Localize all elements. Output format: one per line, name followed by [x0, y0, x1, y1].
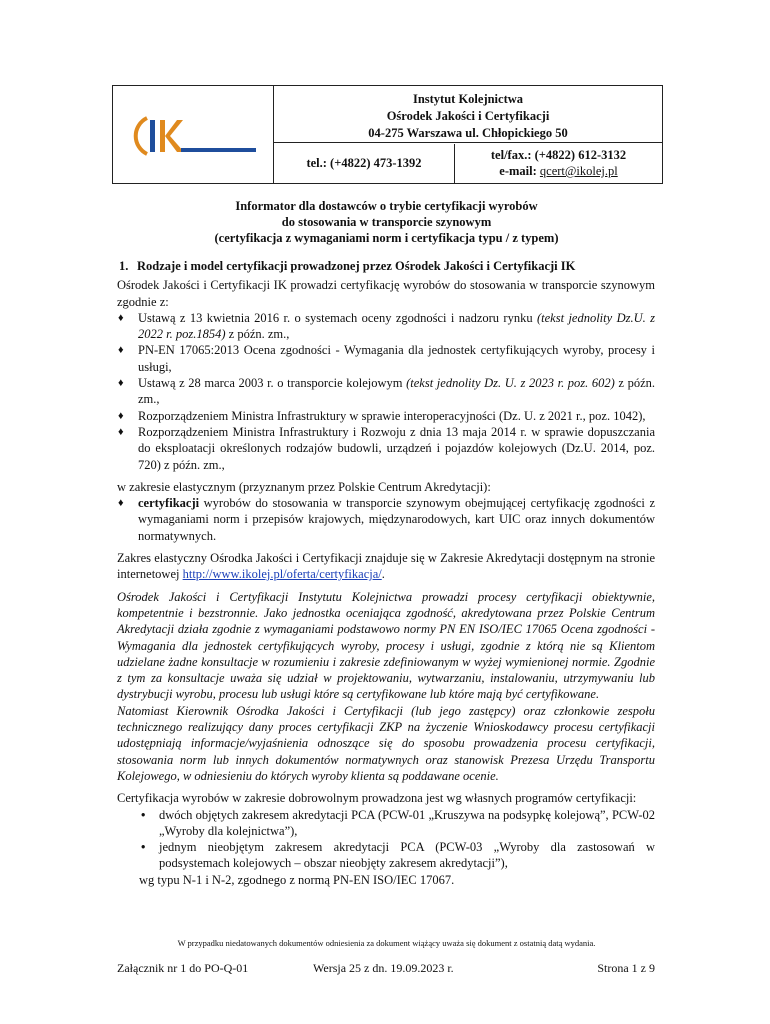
voluntary-intro: Certyfikacja wyrobów w zakresie dobrowolnym prowadzona jest wg własnych programów certyfikacji:	[117, 791, 637, 806]
email-link[interactable]: qcert@ikolej.pl	[539, 164, 618, 178]
programs-list	[117, 807, 655, 872]
section-1	[117, 258, 655, 888]
section-number: 1.	[119, 259, 129, 273]
section-heading	[119, 258, 655, 274]
scope-intro: w zakresie elastycznym (przyznanym przez Polskie Centrum Akredytacji):	[117, 479, 491, 494]
list-item: ♦ Rozporządzeniem Ministra Infrastruktury w sprawie interoperacyjności (Dz. U. z 2021 r., poz. 1042),	[117, 408, 655, 424]
scope-list	[117, 495, 655, 544]
list-item: ♦ certyfikacji wyrobów do stosowania w transporcie szynowym obejmującej certyfikację zgodności z wymaganiami norm i przepisów krajowych, międzynarodowych, kart UIC oraz innych dokumentów normatywnych.	[117, 495, 655, 544]
page-number: Strona 1 z 9	[597, 961, 655, 975]
annex-label: Załącznik nr 1 do PO-Q-01	[117, 961, 249, 975]
list-item: ♦ PN-EN 17065:2013 Ocena zgodności - Wymagania dla jednostek certyfikujących wyroby, procesy i usługi,	[117, 342, 655, 375]
fax-email-cell	[455, 144, 662, 183]
footnote: W przypadku niedatowanych dokumentów odniesienia za dokument wiążący uważa się dokument z ostatnią datą wydania.	[177, 938, 596, 948]
list-item: • dwóch objętych zakresem akredytacji PCA (PCW-01 „Kruszywa na podsypkę kolejową”, PCW-02 „Wyroby dla kolejnictwa”),	[139, 807, 655, 840]
legal-basis-list	[117, 310, 655, 473]
phone-number: tel.: (+4822) 473-1392	[274, 144, 455, 183]
logo-cell	[113, 86, 274, 183]
email-line	[455, 163, 662, 179]
list-item: ♦ Rozporządzeniem Ministra Infrastruktury i Rozwoju z dnia 13 maja 2014 r. w sprawie dopuszczania do eksploatacji określonych rodzajów budowli, urządzeń i pojazdów kolejowych (Dz.U. 2014, poz. 720) z późn. zm.,	[117, 424, 655, 473]
institute-info	[274, 86, 662, 143]
information-paragraph: Natomiast Kierownik Ośrodka Jakości i Certyfikacji (lub jego zastępcy) oraz członkowie zespołu technicznego realizujący dany proces certyfikacji ZKP na życzenie Wnioskodawcy procesu certyfikacji udostępniają informacje/wyjaśnienia odnoszące się do sposobu prowadzenia procesu certyfikacji, stosowania norm lub innych dokumentów normatywnych oraz stanowisk Prezesa Urzędu Transportu Kolejowego, w odniesieniu do których wyroby klienta są poddawane ocenie.	[117, 703, 655, 783]
intro-paragraph: Ośrodek Jakości i Certyfikacji IK prowadzi certyfikację wyrobów do stosowania w transporcie szynowym zgodnie z:	[117, 278, 655, 309]
scope-paragraph: Zakres elastyczny Ośrodka Jakości i Certyfikacji znajduje się w Zakresie Akredytacji dostępnym na stronie internetowej http://www.ikolej.pl/oferta/certyfikacja/.	[117, 551, 655, 582]
list-item: ♦ Ustawą z 28 marca 2003 r. o transporcie kolejowym (tekst jednolity Dz. U. z 2023 r. poz. 602) z późn. zm.,	[117, 375, 655, 408]
fax-number: tel/fax.: (+4822) 612-3132	[490, 148, 627, 162]
department-name: Ośrodek Jakości i Certyfikacji	[386, 109, 550, 123]
certification-link[interactable]: http://www.ikolej.pl/oferta/certyfikacja/	[182, 567, 382, 582]
address: 04-275 Warszawa ul. Chłopickiego 50	[368, 126, 568, 140]
list-item: ♦ Ustawą z 13 kwietnia 2016 r. o systemach oceny zgodności i nadzoru rynku (tekst jednolity Dz.U. z 2022 r. poz.1854) z późn. zm.,	[117, 310, 655, 343]
section-title: Rodzaje i model certyfikacji prowadzonej przez Ośrodek Jakości i Certyfikacji IK	[137, 259, 576, 273]
version-label: Wersja 25 z dn. 19.09.2023 r.	[313, 961, 454, 975]
document-title	[112, 198, 661, 246]
title-line-1: Informator dla dostawców o trybie certyfikacji wyrobów	[235, 199, 538, 213]
institute-name: Instytut Kolejnictwa	[412, 92, 524, 106]
impartiality-paragraph: Ośrodek Jakości i Certyfikacji Instytutu Kolejnictwa prowadzi procesy certyfikacji obiektywnie, kompetentnie i bezstronnie. Jako jednostka oceniająca zgodność, akredytowana przez Polskie Centrum Akredytacji działa zgodnie z wymaganiami podstawowo normy PN EN ISO/IEC 17065 Ocena zgodności - Wymagania dla jednostek certyfikujących wyroby, procesy i usługi, zgodnie z którą nie są Klientom udzielane żadne konsultacje w rozumieniu i zakresie zdefiniowanym w wyżej wymienionej normie. Zgodnie z tym za konsultacje uważa się udział w projektowaniu, wytwarzaniu, instalowaniu, utrzymywaniu lub dystrybucji wyrobu, procesu lub usługi które są certyfikowane lub które mają być certyfikowane.	[117, 589, 655, 702]
title-line-3: (certyfikacja z wymaganiami norm i certyfikacja typu / z typem)	[214, 231, 559, 245]
email-label: e-mail:	[499, 164, 540, 178]
list-item: • jednym nieobjętym zakresem akredytacji PCA (PCW-03 „Wyroby dla zastosowań w podsystemach kolejowych – obszar nieobjęty zakresem akredytacji”),	[139, 839, 655, 872]
ik-logo	[131, 114, 261, 158]
type-line: wg typu N-1 i N-2, zgodnego z normą PN-EN ISO/IEC 17067.	[139, 872, 455, 887]
header-table	[112, 85, 663, 184]
title-line-2: do stosowania w transporcie szynowym	[281, 215, 492, 229]
